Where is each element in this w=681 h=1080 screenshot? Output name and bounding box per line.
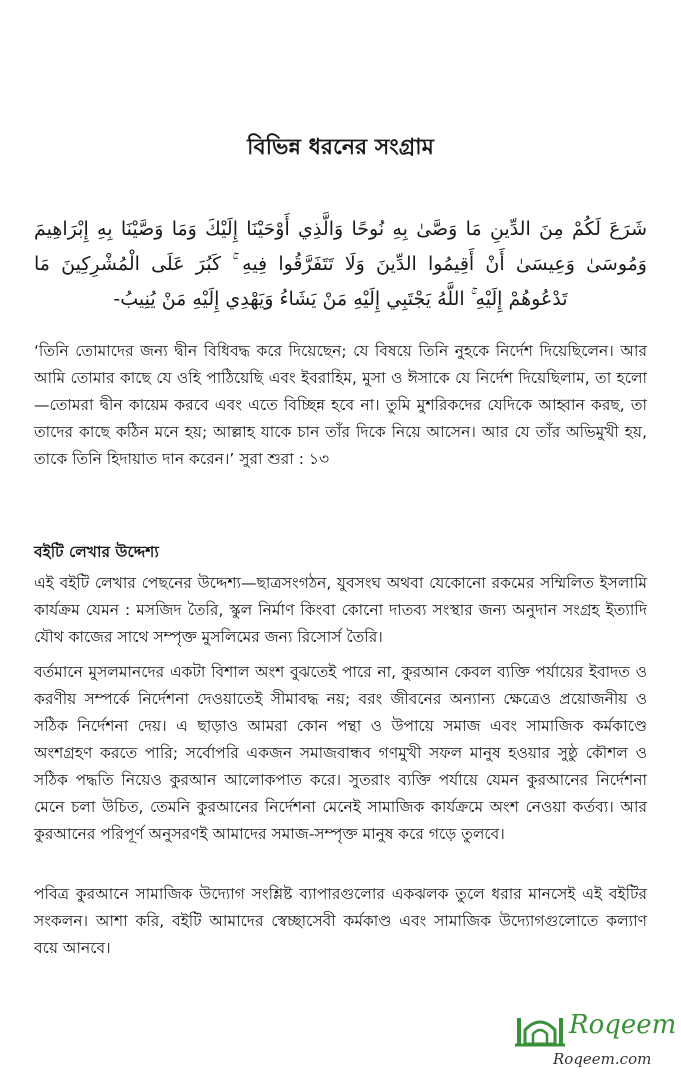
- mosque-logo-icon: [515, 1012, 565, 1048]
- paragraph-2: বর্তমানে মুসলমানদের একটা বিশাল অংশ বুঝতেই পারে না, কুরআন কেবল ব্যক্তি পর্যায়ের ইবাদত ও করণীয় সম্পর্কে নির্দেশনা দেওয়াতেই সীমাবদ্ধ নয়; বরং জীবনের অন্যান্য ক্ষেত্রেও প্রয়োজনীয় ও সঠিক নির্দেশনা দেয়। এ ছাড়াও আমরা কোন পন্থা ও উপায়ে সমাজ এবং সামাজিক কর্মকাণ্ডে অংশগ্রহণ করতে পারি; সর্বোপরি একজন সমাজবান্ধব গণমুখী সফল মানুষ হওয়ার সুষ্ঠু কৌশল ও সঠিক পদ্ধতি নিয়েও কুরআন আলোকপাত করে। সুতরাং ব্যক্তি পর্যায়ে যেমন কুরআনের নির্দেশনা মেনে চলা উচিত, তেমনি কুরআনের নির্দেশনা মেনেই সামাজিক কার্যক্রমে অংশ নেওয়া কর্তব্য। আর কুরআনের পরিপূর্ণ অনুসরণই আমাদের সমাজ-সম্পৃক্ত মানুষ করে গড়ে তুলবে।: [34, 663, 647, 843]
- paragraph-3: পবিত্র কুরআনে সামাজিক উদ্যোগ সংশ্লিষ্ট ব্যাপারগুলোর একঝলক তুলে ধরার মানসেই এই বইটির সংকলন। আশা করি, বইটি আমাদের স্বেচ্ছাসেবী কর্মকাণ্ড এবং সামাজিক উদ্যোগগুলোতে কল্যাণ বয়ে আনবে।: [34, 885, 647, 957]
- section-heading: বইটি লেখার উদ্দেশ্য: [34, 543, 159, 561]
- arabic-verse: شَرَعَ لَكُمْ مِنَ الدِّينِ مَا وَصَّىٰ بِهِ نُوحًا وَالَّذِي أَوْحَيْنَا إِلَيْكَ وَمَا وَصَّيْنَا بِهِ إِبْرَاهِيمَ وَمُوسَىٰ وَعِيسَىٰ أَنْ أَقِيمُوا الدِّينَ وَلَا تَتَفَرَّقُوا فِيهِ ۚ كَبُرَ عَلَى الْمُشْرِكِينَ مَا تَدْعُوهُمْ إِلَيْهِ ۚ اللَّهُ يَجْتَبِي إِلَيْهِ مَنْ يَشَاءُ وَيَهْدِي إِلَيْهِ مَنْ يُنِيبُ-: [34, 218, 647, 310]
- watermark-brand: Roqeem: [569, 1010, 677, 1040]
- page-title: বিভিন্ন ধরনের সংগ্রাম: [247, 135, 434, 160]
- verse-translation: ‘তিনি তোমাদের জন্য দ্বীন বিধিবদ্ধ করে দিয়েছেন; যে বিষয়ে তিনি নুহকে নির্দেশ দিয়েছিলেন। আর আমি তোমার কাছে যে ওহি পাঠিয়েছি এবং ইবরাহিম, মুসা ও ঈসাকে যে নির্দেশ দিয়েছিলাম, তা হলো—তোমরা দ্বীন কায়েম করবে এবং এতে বিচ্ছিন্ন হবে না। তুমি মুশরিকদের যেদিকে আহ্বান করছ, তা তাদের কাছে কঠিন মনে হয়; আল্লাহ যাকে চান তাঁর দিকে নিয়ে আসেন। আর যে তাঁর অভিমুখী হয়, তাকে তিনি হিদায়াত দান করেন।’ সুরা শুরা : ১৩: [34, 342, 647, 468]
- watermark-logo: [515, 1010, 675, 1074]
- paragraph-1: এই বইটি লেখার পেছনের উদ্দেশ্য—ছাত্রসংগঠন, যুবসংঘ অথবা যেকোনো রকমের সম্মিলিত ইসলামি কার্যক্রম যেমন : মসজিদ তৈরি, স্কুল নির্মাণ কিংবা কোনো দাতব্য সংস্থার জন্য অনুদান সংগ্রহ ইত্যাদি যৌথ কাজের সাথে সম্পৃক্ত মুসলিমের জন্য রিসোর্স তৈরি।: [34, 574, 647, 646]
- watermark-url: Roqeem.com: [553, 1050, 652, 1068]
